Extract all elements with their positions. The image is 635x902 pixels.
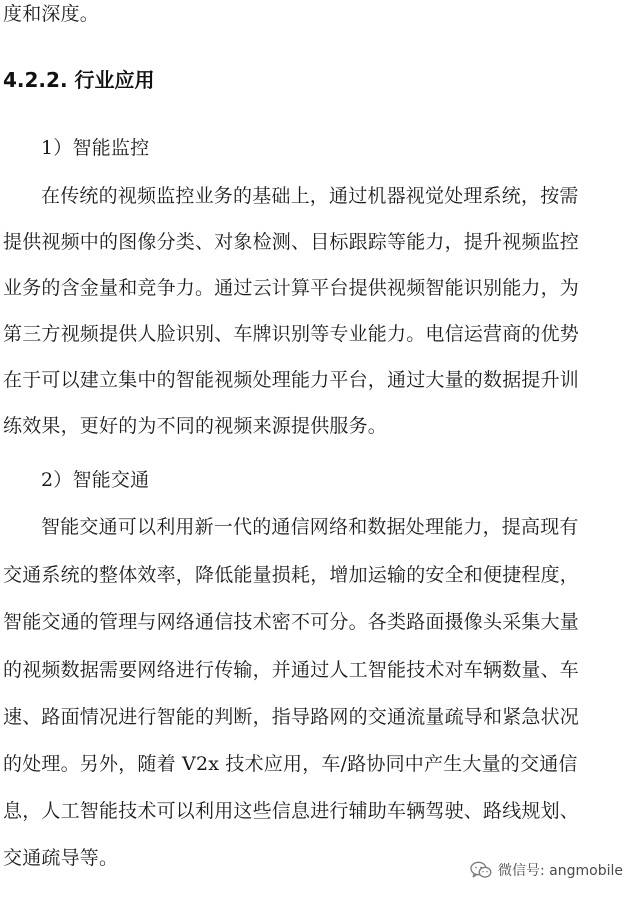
paragraph-line: 在于可以建立集中的智能视频处理能力平台，通过大量的数据提升训 [3,369,580,391]
paragraph-line: 业务的含金量和竞争力。通过云计算平台提供视频智能识别能力，为 [3,277,580,299]
paragraph-line: 智能交通的管理与网络通信技术密不可分。各类路面摄像头采集大量 [3,611,580,633]
paragraph-line: 提供视频中的图像分类、对象检测、目标跟踪等能力，提升视频监控 [3,231,580,253]
text-line: 度和深度。 [3,3,100,25]
wechat-icon [470,861,492,879]
paragraph-line: 第三方视频提供人脸识别、车牌识别等专业能力。电信运营商的优势 [3,323,580,345]
paragraph-line: 速、路面情况进行智能的判断，指导路网的交通流量疏导和紧急状况 [3,706,580,728]
paragraph-line: 练效果，更好的为不同的视频来源提供服务。 [3,415,388,437]
section-heading: 4.2.2. 行业应用 [3,68,155,92]
paragraph-line: 息，人工智能技术可以利用这些信息进行辅助车辆驾驶、路线规划、 [3,800,580,822]
paragraph-line: 的处理。另外，随着 V2x 技术应用，车/路协同中产生大量的交通信 [3,753,578,775]
wechat-watermark [470,860,623,880]
paragraph-line: 交通疏导等。 [3,847,119,869]
paragraph-line: 的视频数据需要网络进行传输，并通过人工智能技术对车辆数量、车 [3,659,580,681]
paragraph-line: 在传统的视频监控业务的基础上，通过机器视觉处理系统，按需 [41,185,579,207]
watermark-text: 微信号: angmobile [498,863,623,879]
subsection-title-1: 1）智能监控 [41,137,150,159]
paragraph-line: 智能交通可以利用新一代的通信网络和数据处理能力，提高现有 [41,516,579,538]
subsection-title-2: 2）智能交通 [41,469,150,491]
paragraph-line: 交通系统的整体效率，降低能量损耗，增加运输的安全和便捷程度， [3,564,580,586]
